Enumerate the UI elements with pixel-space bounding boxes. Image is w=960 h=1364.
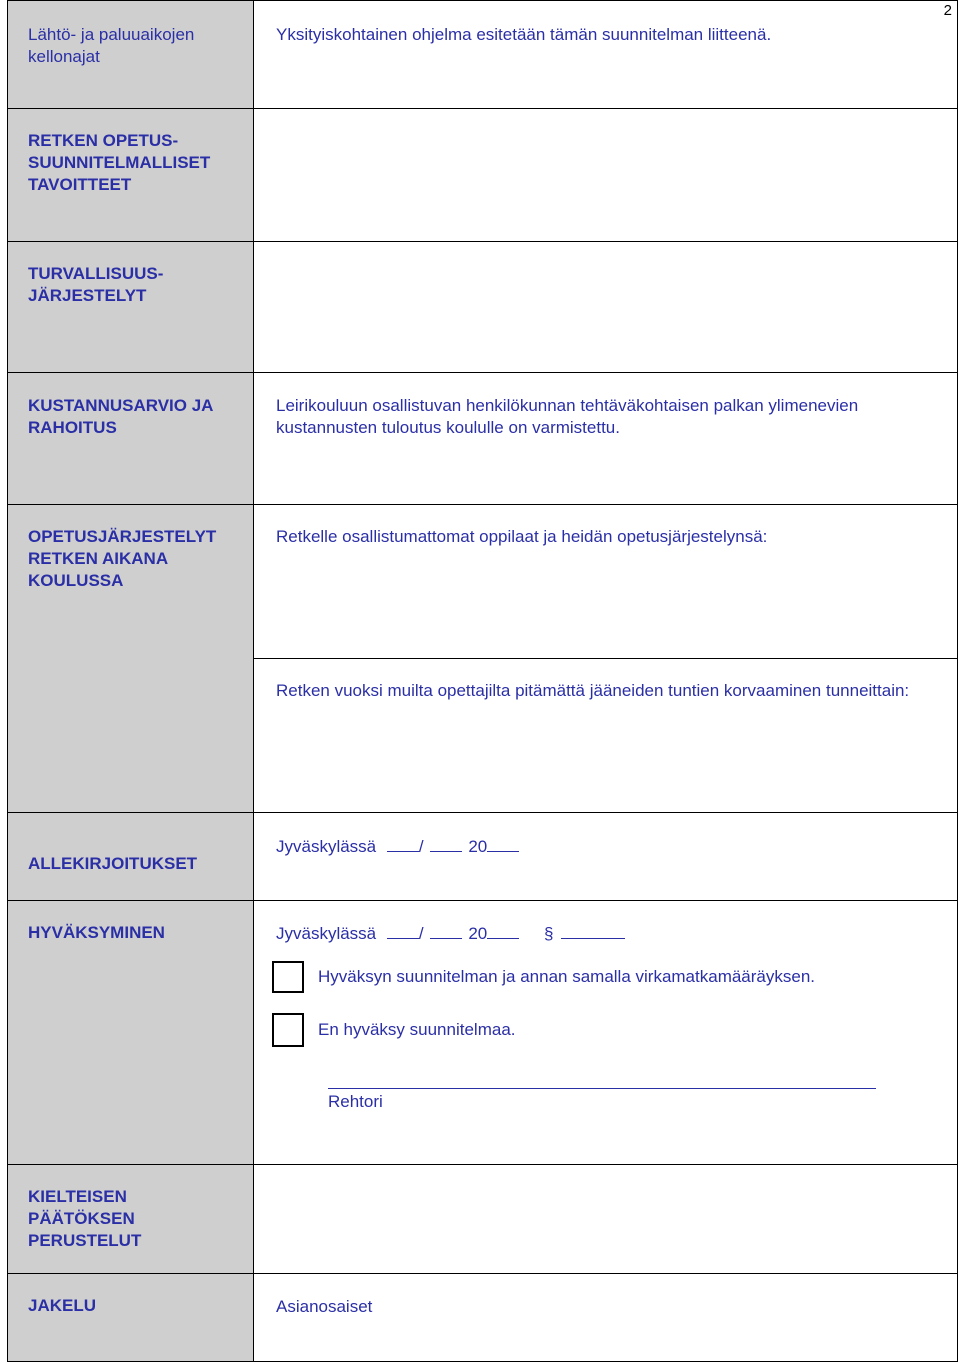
reject-option-label: En hyväksy suunnitelmaa. bbox=[318, 1020, 516, 1039]
teaching-label: OPETUSJÄRJESTELYT RETKEN AIKANA KOULUSSA bbox=[28, 527, 217, 590]
signatures-slash: / bbox=[418, 837, 424, 856]
approval-label: HYVÄKSYMINEN bbox=[28, 923, 165, 942]
field-trip-plan-form bbox=[7, 0, 958, 1362]
approval-day-blank[interactable] bbox=[387, 922, 419, 939]
reject-checkbox[interactable] bbox=[272, 1013, 304, 1047]
distribution-text: Asianosaiset bbox=[276, 1297, 373, 1316]
approval-slash: / bbox=[418, 924, 424, 943]
teaching-substitution-text: Retken vuoksi muilta opettajilta pitämättä jääneiden tuntien korvaaminen tunneittain: bbox=[276, 681, 910, 700]
signatures-content-cell bbox=[254, 813, 958, 901]
principal-title: Rehtori bbox=[328, 1092, 383, 1111]
principal-signature-line[interactable] bbox=[276, 1088, 957, 1113]
approval-content-cell bbox=[254, 901, 958, 1165]
approval-year: 20 bbox=[468, 924, 488, 943]
schedule-label-cell bbox=[8, 1, 254, 109]
budget-text: Leirikouluun osallistuvan henkilökunnan tehtäväkohtaisen palkan ylimenevien kustannusten tuloutus koululle on varmistettu. bbox=[276, 396, 859, 437]
page-number: 2 bbox=[943, 2, 952, 19]
approval-year-blank[interactable] bbox=[487, 922, 519, 939]
day-blank[interactable] bbox=[387, 835, 419, 852]
accept-checkbox[interactable] bbox=[272, 961, 304, 993]
approval-place: Jyväskylässä bbox=[276, 924, 377, 943]
schedule-text: Yksityiskohtainen ohjelma esitetään tämän suunnitelman liitteenä. bbox=[276, 25, 772, 44]
signatures-date-line bbox=[276, 813, 957, 858]
approval-section-sign: § bbox=[544, 924, 554, 943]
accept-option bbox=[272, 961, 957, 993]
goals-content-cell[interactable] bbox=[254, 109, 958, 242]
signature-underline[interactable] bbox=[328, 1088, 876, 1089]
signatures-place: Jyväskylässä bbox=[276, 837, 377, 856]
month-blank[interactable] bbox=[430, 835, 462, 852]
schedule-label: Lähtö- ja paluuaikojen kellonajat bbox=[28, 25, 195, 66]
approval-date-line bbox=[276, 901, 957, 945]
schedule-content-cell bbox=[254, 1, 958, 109]
teaching-label-cell bbox=[8, 505, 254, 813]
goals-label-cell bbox=[8, 109, 254, 242]
signatures-year: 20 bbox=[468, 837, 488, 856]
safety-content-cell[interactable] bbox=[254, 242, 958, 373]
distribution-content-cell bbox=[254, 1274, 958, 1362]
approval-month-blank[interactable] bbox=[430, 922, 462, 939]
approval-label-cell bbox=[8, 901, 254, 1165]
distribution-label-cell bbox=[8, 1274, 254, 1362]
safety-label-cell bbox=[8, 242, 254, 373]
teaching-absent-cell[interactable] bbox=[254, 505, 958, 659]
budget-content-cell bbox=[254, 373, 958, 505]
reject-option bbox=[272, 1013, 957, 1047]
accept-option-label: Hyväksyn suunnitelman ja annan samalla virkamatkamääräyksen. bbox=[318, 967, 816, 986]
teaching-substitution-cell[interactable] bbox=[254, 659, 958, 813]
signatures-label: ALLEKIRJOITUKSET bbox=[28, 853, 198, 873]
approval-section-blank[interactable] bbox=[561, 922, 625, 939]
year-blank[interactable] bbox=[487, 835, 519, 852]
budget-label-cell bbox=[8, 373, 254, 505]
goals-label: RETKEN OPETUS-SUUNNITELMALLISET TAVOITTEET bbox=[28, 131, 211, 194]
teaching-absent-text: Retkelle osallistumattomat oppilaat ja heidän opetusjärjestelynsä: bbox=[276, 527, 768, 546]
safety-label: TURVALLISUUS-JÄRJESTELYT bbox=[28, 264, 164, 305]
rejection-content-cell[interactable] bbox=[254, 1165, 958, 1274]
rejection-label-cell bbox=[8, 1165, 254, 1274]
signatures-label-cell bbox=[8, 813, 254, 901]
budget-label: KUSTANNUSARVIO JA RAHOITUS bbox=[28, 396, 213, 437]
distribution-label: JAKELU bbox=[28, 1296, 97, 1315]
rejection-label: KIELTEISEN PÄÄTÖKSEN PERUSTELUT bbox=[28, 1187, 142, 1250]
